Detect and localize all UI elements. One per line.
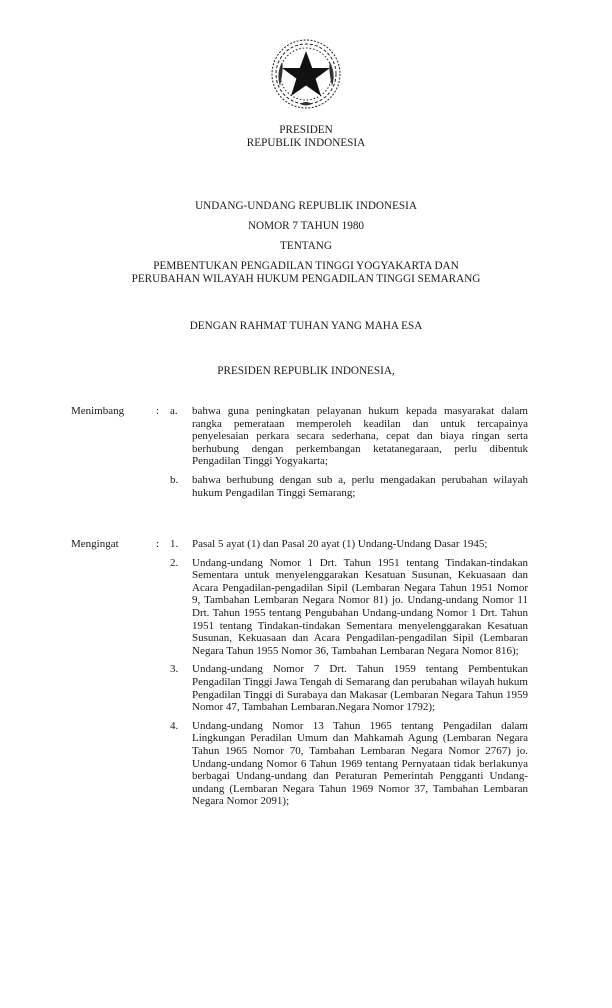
law-title: UNDANG-UNDANG REPUBLIK INDONESIA bbox=[195, 200, 417, 212]
item-marker: 1. bbox=[170, 538, 179, 550]
letterhead-line2: REPUBLIK INDONESIA bbox=[246, 137, 366, 149]
mengingat-list bbox=[170, 538, 528, 814]
item-text: Undang-undang Nomor 13 Tahun 1965 tentang Pengadilan dalam Lingkungan Peradilan Umum dan Mahkamah Agung (Lembaran Negara Tahun 1965 Nomor 70, Tambahan Lembaran Negara Nomor 2767) jo. Undang-undang Nomor 6 Tahun 1969 tentang Pernyataan tidak berlakunya berbagai Undang-undang dan Peraturan Pemerintah Pengganti Undang-undang (Lembaran Negara Tahun 1969 Nomor 37, Tambahan Lembaran Negara Nomor 2091); bbox=[192, 719, 528, 808]
section-label: Mengingat bbox=[71, 538, 119, 550]
letterhead-line1: PRESIDEN bbox=[279, 124, 333, 136]
law-about: TENTANG bbox=[280, 240, 332, 252]
list-item bbox=[170, 474, 528, 499]
item-marker: 3. bbox=[170, 663, 179, 676]
item-marker: b. bbox=[170, 473, 179, 486]
list-item bbox=[170, 557, 528, 658]
item-marker: 2. bbox=[170, 556, 179, 569]
item-marker: 4. bbox=[170, 719, 179, 732]
menimbang-list bbox=[170, 405, 528, 505]
list-item bbox=[170, 405, 528, 468]
rahmat-line: DENGAN RAHMAT TUHAN YANG MAHA ESA bbox=[189, 320, 423, 332]
law-number: NOMOR 7 TAHUN 1980 bbox=[247, 220, 365, 232]
item-marker: a. bbox=[170, 405, 178, 417]
title-block bbox=[0, 200, 612, 293]
subject-line1: PEMBENTUKAN PENGADILAN TINGGI YOGYAKARTA DAN bbox=[153, 260, 459, 272]
subject-line2: PERUBAHAN WILAYAH HUKUM PENGADILAN TINGGI SEMARANG bbox=[131, 273, 481, 285]
item-text: Pasal 5 ayat (1) dan Pasal 20 ayat (1) Undang-Undang Dasar 1945; bbox=[192, 538, 488, 550]
list-item bbox=[170, 663, 528, 713]
garuda-star-emblem-icon bbox=[266, 34, 346, 114]
item-text: Undang-undang Nomor 1 Drt. Tahun 1951 tentang Tindakan-tindakan Sementara untuk menyelenggarakan Kesatuan Susunan, Kekuasaan dan Acara Pengadilan-pengadilan Sipil (Lembaran Negara Tahun 1951 Nomor 9, Tambahan Lembaran Negara Nomor 81) jo. Undang-undang Nomor 11 Drt. Tahun 1955 tentang Pengubahan Undang-undang Nomor 1 Drt. Tahun 1951 tentang Tindakan-tindakan Sementara menyelenggarakan Kesatuan Susunan, Kekuasaan dan Acara Pengadilan-pengadilan Sipil (Lembaran Negara Tahun 1955 Nomor 36, Tambahan Lembaran Negara Nomor 816); bbox=[192, 556, 528, 657]
letterhead bbox=[0, 124, 612, 150]
section-colon: : bbox=[156, 538, 160, 550]
presiden-line: PRESIDEN REPUBLIK INDONESIA, bbox=[217, 365, 395, 377]
item-text: bahwa guna peningkatan pelayanan hukum kepada masyarakat dalam rangka pemerataan memperoleh keadilan dan untuk tercapainya penyelesaian perkara secara sederhana, cepat dan biaya ringan serta berhubung dengan perkembangan ketatanegaraan, perlu dibentuk Pengadilan Tinggi Yogyakarta; bbox=[192, 405, 528, 468]
section-colon: : bbox=[156, 405, 160, 417]
item-text: Undang-undang Nomor 7 Drt. Tahun 1959 tentang Pembentukan Pengadilan Tinggi Jawa Tengah di Semarang dan perubahan wilayah hukum Pengadilan Tinggi di Surabaya dan Makasar (Lembaran Negara Tahun 1959 Nomor 47, Tambahan Lembaran.Negara Nomor 1792); bbox=[192, 663, 528, 714]
section-label: Menimbang bbox=[71, 405, 125, 417]
law-subject bbox=[0, 260, 612, 286]
item-text: bahwa berhubung dengan sub a, perlu mengadakan perubahan wilayah hukum Pengadilan Tinggi Semarang; bbox=[192, 473, 528, 499]
list-item bbox=[170, 538, 528, 551]
list-item bbox=[170, 720, 528, 808]
